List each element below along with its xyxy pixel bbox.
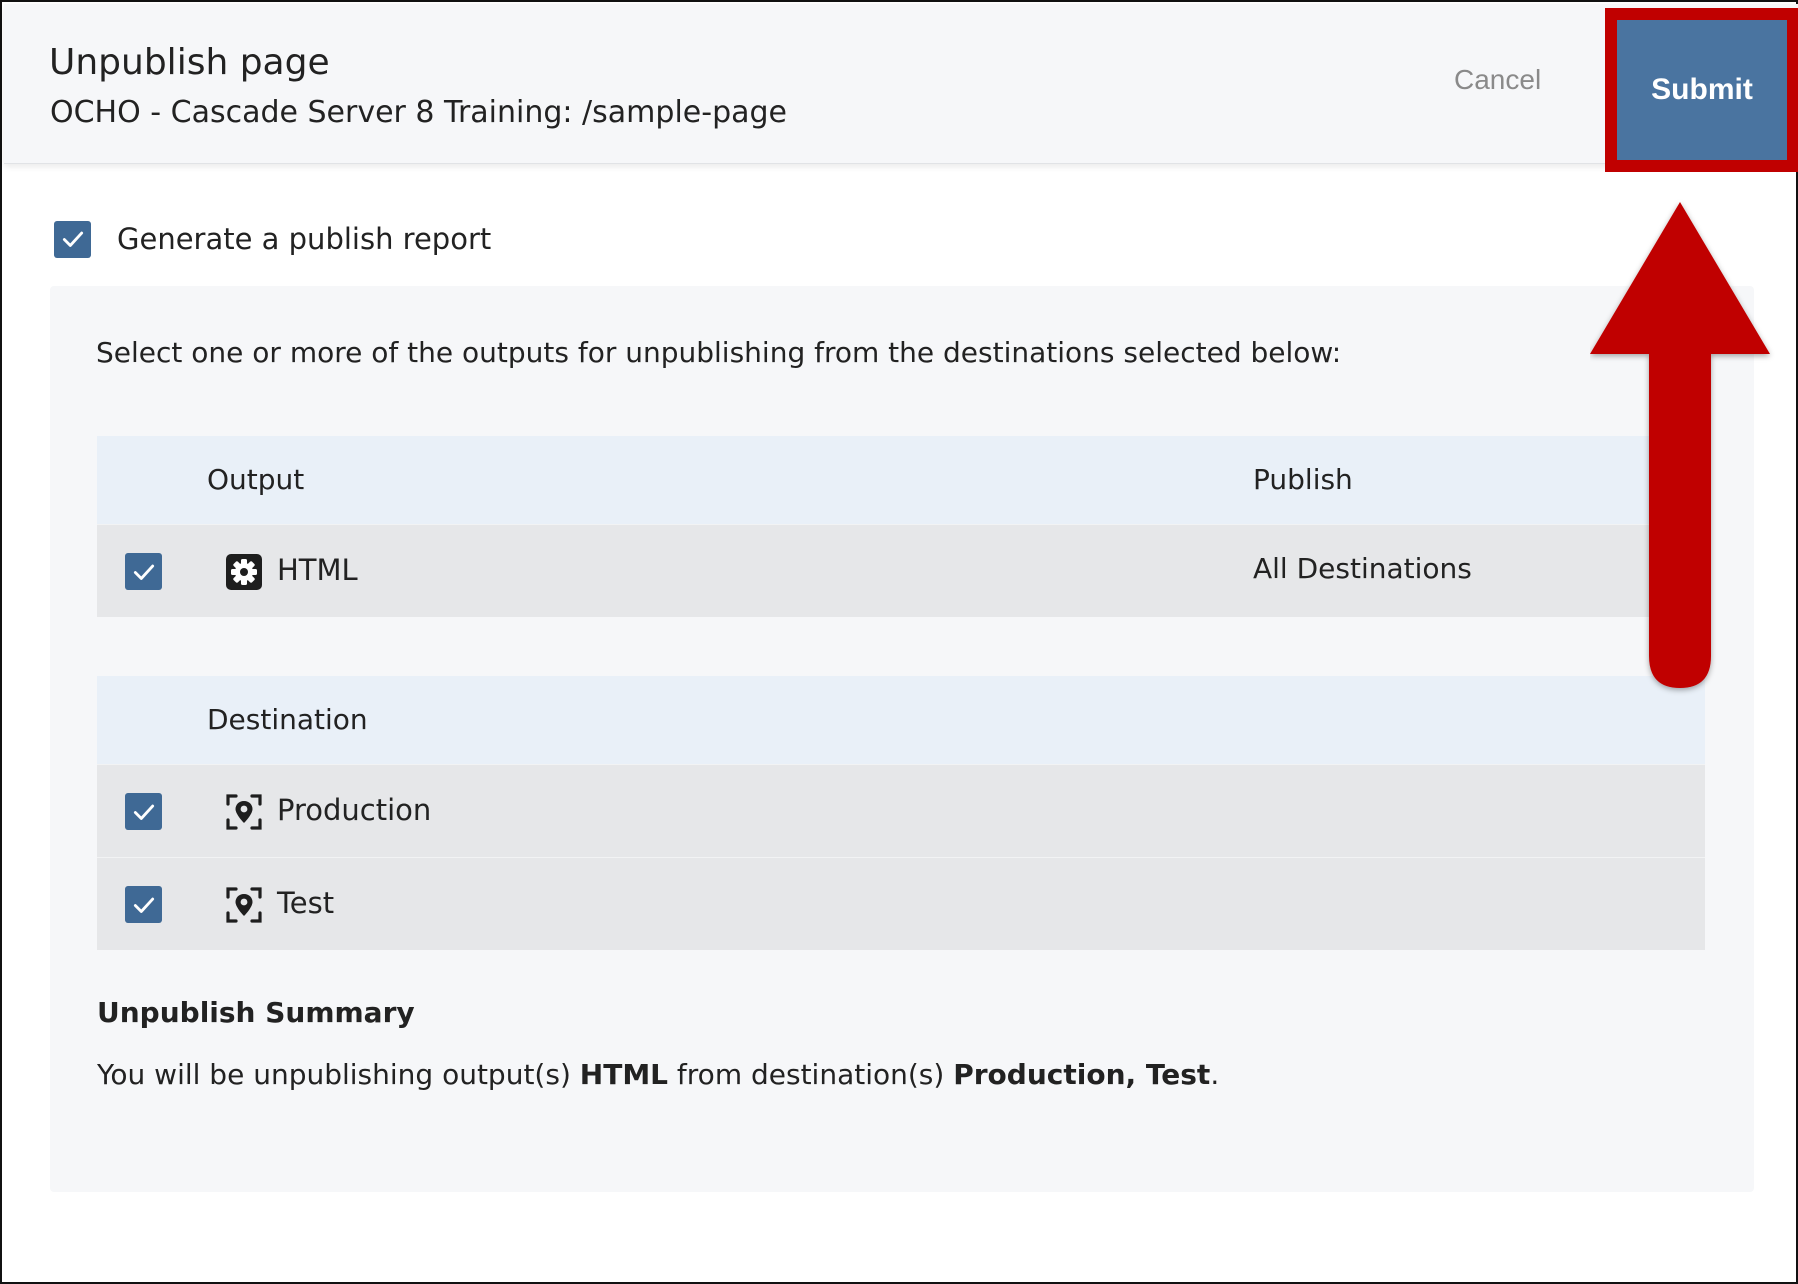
summary-outputs: HTML [579,1058,669,1091]
table-row[interactable] [97,857,1705,950]
publish-column-header: Publish [1253,463,1353,496]
summary-destinations: Production, Test [953,1058,1211,1091]
publish-report-checkbox[interactable] [54,221,91,258]
summary-text [97,1058,1219,1091]
gear-icon [225,553,263,591]
table-row[interactable] [97,764,1705,857]
output-name: HTML [277,553,358,587]
checkmark-icon [60,226,86,252]
unpublish-panel [50,286,1754,1192]
outputs-table-header [97,436,1705,524]
output-html-checkbox[interactable] [125,553,162,590]
submit-button[interactable]: Submit [1617,20,1787,160]
page-title: Unpublish page [49,42,330,83]
destination-name: Production [277,793,432,827]
summary-middle: from destination(s) [668,1058,954,1091]
submit-highlight-box [1605,8,1798,172]
publish-report-label: Generate a publish report [117,222,492,256]
destinations-table [97,676,1705,950]
summary-prefix: You will be unpublishing output(s) [97,1058,580,1091]
destination-name: Test [277,886,335,920]
summary-suffix: . [1210,1058,1220,1091]
output-publish-target: All Destinations [1253,552,1472,585]
destination-test-checkbox[interactable] [125,886,162,923]
output-column-header: Output [207,463,305,496]
annotation-arrow-icon [1590,198,1780,698]
outputs-table [97,436,1705,617]
publish-report-option[interactable] [54,219,491,259]
instructions-text: Select one or more of the outputs for unpublishing from the destinations selected below: [96,336,1342,369]
checkmark-icon [131,799,157,825]
destination-column-header: Destination [207,703,368,736]
checkmark-icon [131,892,157,918]
location-pin-icon [225,793,263,831]
location-pin-icon [225,886,263,924]
summary-title: Unpublish Summary [97,996,415,1029]
destinations-table-header [97,676,1705,764]
table-row[interactable] [97,524,1705,617]
dialog-header [4,4,1798,164]
checkmark-icon [131,559,157,585]
page-subtitle: OCHO - Cascade Server 8 Training: /sample-page [50,95,787,130]
destination-production-checkbox[interactable] [125,793,162,830]
cancel-button[interactable]: Cancel [1454,64,1542,95]
